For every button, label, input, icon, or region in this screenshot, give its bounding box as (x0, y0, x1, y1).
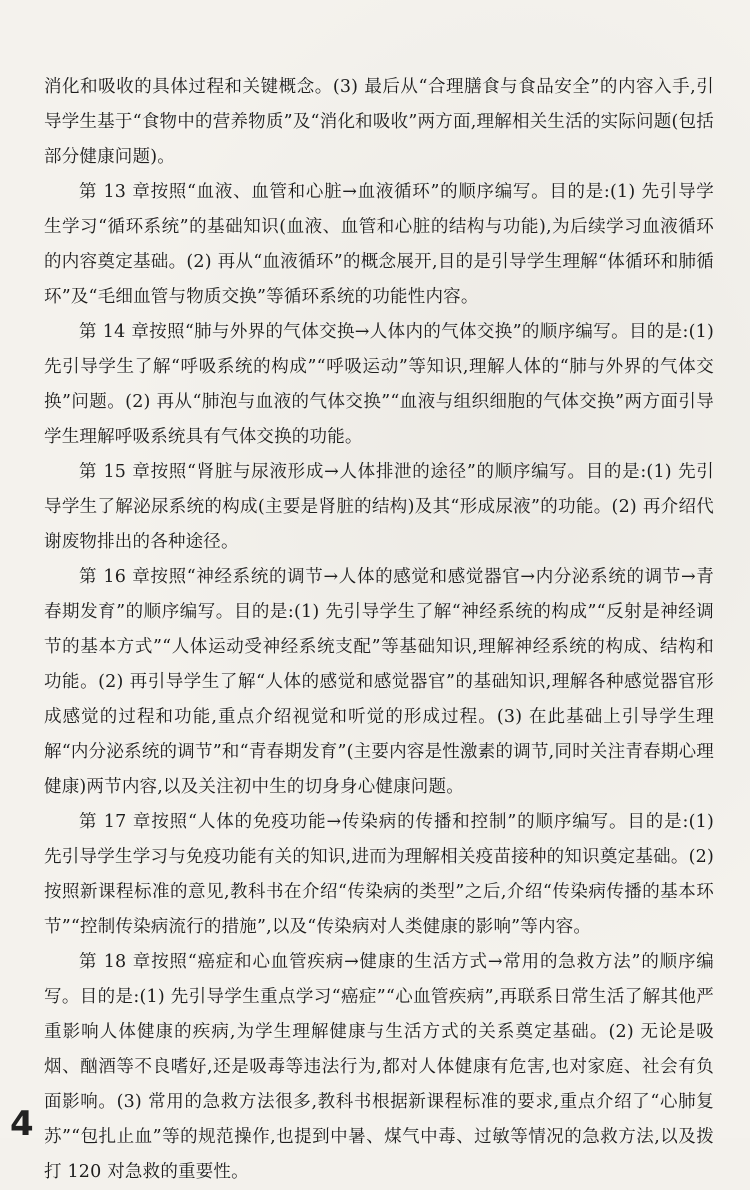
paragraph-chapter-15: 第 15 章按照“肾脏与尿液形成→人体排泄的途径”的顺序编写。目的是:(1) 先引导学生了解泌尿系统的构成(主要是肾脏的结构)及其“形成尿液”的功能。(2) 再介绍代谢废物排出的各种途径。 (44, 462, 714, 552)
paragraph-chapter-18: 第 18 章按照“癌症和心血管疾病→健康的生活方式→常用的急救方法”的顺序编写。目的是:(1) 先引导学生重点学习“癌症”“心血管疾病”,再联系日常生活了解其他严重影响人体健康的疾病,为学生理解健康与生活方式的关系奠定基础。(2) 无论是吸烟、酗酒等不良嗜好,还是吸毒等违法行为,都对人体健康有危害,也对家庭、社会有负面影响。(3) 常用的急救方法很多,教科书根据新课程标准的要求,重点介绍了“心肺复苏”“包扎止血”等的规范操作,也提到中暑、煤气中毒、过敏等情况的急救方法,以及拨打 120 对急救的重要性。 (44, 952, 714, 1182)
paragraph-chapter-13: 第 13 章按照“血液、血管和心脏→血液循环”的顺序编写。目的是:(1) 先引导学生学习“循环系统”的基础知识(血液、血管和心脏的结构与功能),为后续学习血液循环的内容奠定基础。(2) 再从“血液循环”的概念展开,目的是引导学生理解“体循环和肺循环”及“毛细血管与物质交换”等循环系统的功能性内容。 (44, 182, 714, 307)
body-text (44, 70, 714, 1190)
paragraph-chapter-14: 第 14 章按照“肺与外界的气体交换→人体内的气体交换”的顺序编写。目的是:(1) 先引导学生了解“呼吸系统的构成”“呼吸运动”等知识,理解人体的“肺与外界的气体交换”问题。(2) 再从“肺泡与血液的气体交换”“血液与组织细胞的气体交换”两方面引导学生理解呼吸系统具有气体交换的功能。 (44, 322, 714, 447)
paragraph-chapter-17: 第 17 章按照“人体的免疫功能→传染病的传播和控制”的顺序编写。目的是:(1) 先引导学生学习与免疫功能有关的知识,进而为理解相关疫苗接种的知识奠定基础。(2) 按照新课程标准的意见,教科书在介绍“传染病的类型”之后,介绍“传染病传播的基本环节”“控制传染病流行的措施”,以及“传染病对人类健康的影响”等内容。 (44, 812, 714, 937)
page-number: 4 (10, 1104, 34, 1144)
paragraph-chapter-16: 第 16 章按照“神经系统的调节→人体的感觉和感觉器官→内分泌系统的调节→青春期发育”的顺序编写。目的是:(1) 先引导学生了解“神经系统的构成”“反射是神经调节的基本方式”“人体运动受神经系统支配”等基础知识,理解神经系统的构成、结构和功能。(2) 再引导学生了解“人体的感觉和感觉器官”的基础知识,理解各种感觉器官形成感觉的过程和功能,重点介绍视觉和听觉的形成过程。(3) 在此基础上引导学生理解“内分泌系统的调节”和“青春期发育”(主要内容是性激素的调节,同时关注青春期心理健康)两节内容,以及关注初中生的切身身心健康问题。 (44, 567, 714, 797)
paragraph-continuation: 消化和吸收的具体过程和关键概念。(3) 最后从“合理膳食与食品安全”的内容入手,引导学生基于“食物中的营养物质”及“消化和吸收”两方面,理解相关生活的实际问题(包括部分健康问题)。 (44, 77, 714, 167)
